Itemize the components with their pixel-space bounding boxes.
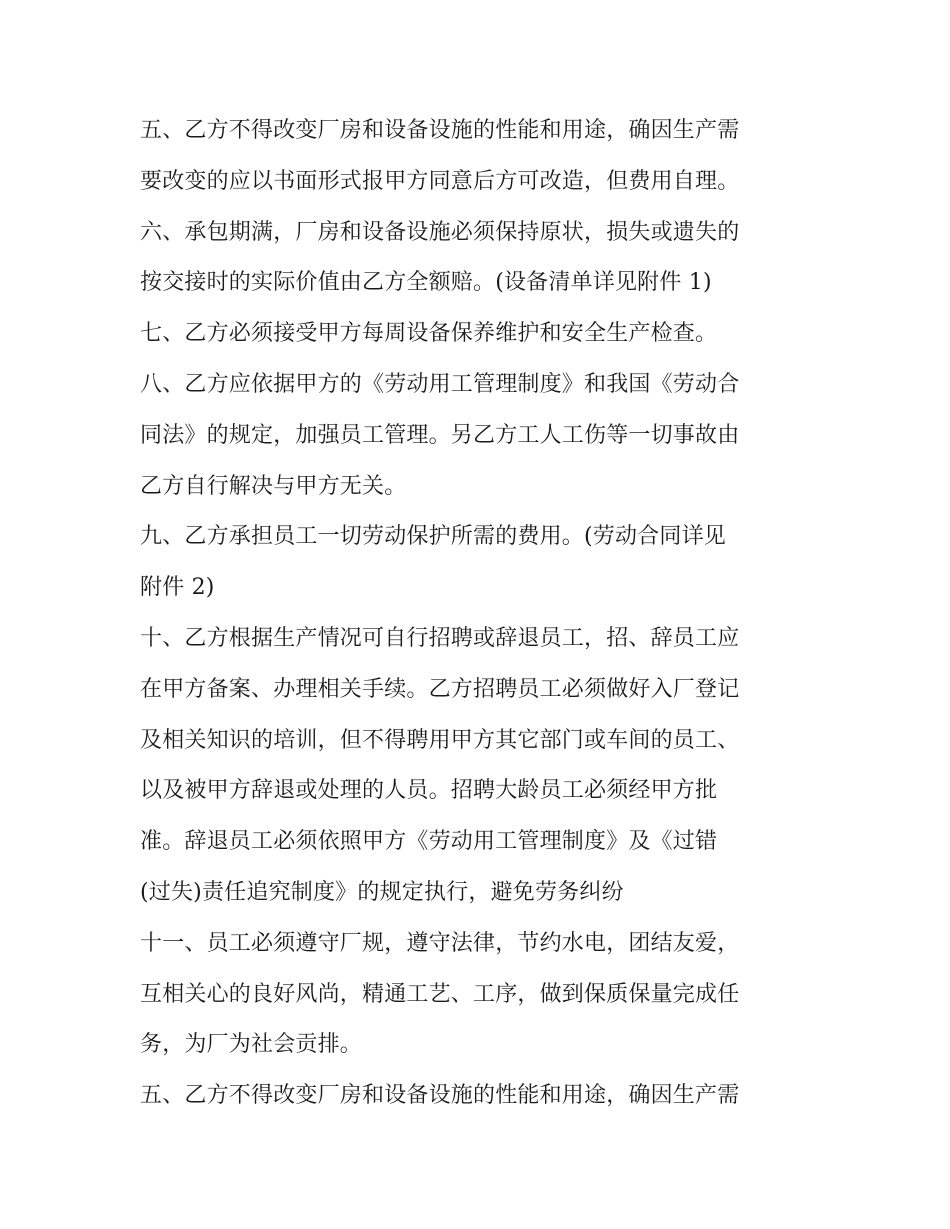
document-body [140, 106, 820, 1122]
text-line: (过失)责任追究制度》的规定执行，避免劳务纠纷 [140, 879, 624, 905]
text-line: 准。辞退员工必须依照甲方《劳动用工管理制度》及《过错 [140, 829, 718, 855]
text-line: 七、乙方必须接受甲方每周设备保养维护和安全生产检查。 [140, 321, 718, 347]
text-line: 务，为厂为社会贡排。 [140, 1032, 363, 1058]
text-line: 要改变的应以书面形式报甲方同意后方可改造，但费用自理。 [140, 168, 740, 194]
text-line: 互相关心的良好风尚，精通工艺、工序，做到保质保量完成任 [140, 981, 740, 1007]
text-line: 附件 2) [140, 575, 215, 601]
text-line: 九、乙方承担员工一切劳动保护所需的费用。(劳动合同详见 [140, 524, 726, 550]
text-line: 六、承包期满，厂房和设备设施必须保持原状，损失或遗失的 [140, 219, 740, 245]
text-line: 在甲方备案、办理相关手续。乙方招聘员工必须做好入厂登记 [140, 676, 740, 702]
text-line: 以及被甲方辞退或处理的人员。招聘大龄员工必须经甲方批 [140, 778, 718, 804]
text-line: 五、乙方不得改变厂房和设备设施的性能和用途，确因生产需 [140, 1083, 740, 1109]
text-line: 按交接时的实际价值由乙方全额赔。(设备清单详见附件 1) [140, 270, 712, 296]
text-line: 同法》的规定，加强员工管理。另乙方工人工伤等一切事故由 [140, 422, 740, 448]
text-line: 十一、员工必须遵守厂规，遵守法律，节约水电，团结友爱， [140, 930, 740, 956]
text-line: 八、乙方应依据甲方的《劳动用工管理制度》和我国《劳动合 [140, 371, 740, 397]
text-line: 乙方自行解决与甲方无关。 [140, 473, 407, 499]
text-line: 及相关知识的培训，但不得聘用甲方其它部门或车间的员工、 [140, 727, 740, 753]
text-line: 十、乙方根据生产情况可自行招聘或辞退员工，招、辞员工应 [140, 625, 740, 651]
text-line: 五、乙方不得改变厂房和设备设施的性能和用途，确因生产需 [140, 118, 740, 143]
